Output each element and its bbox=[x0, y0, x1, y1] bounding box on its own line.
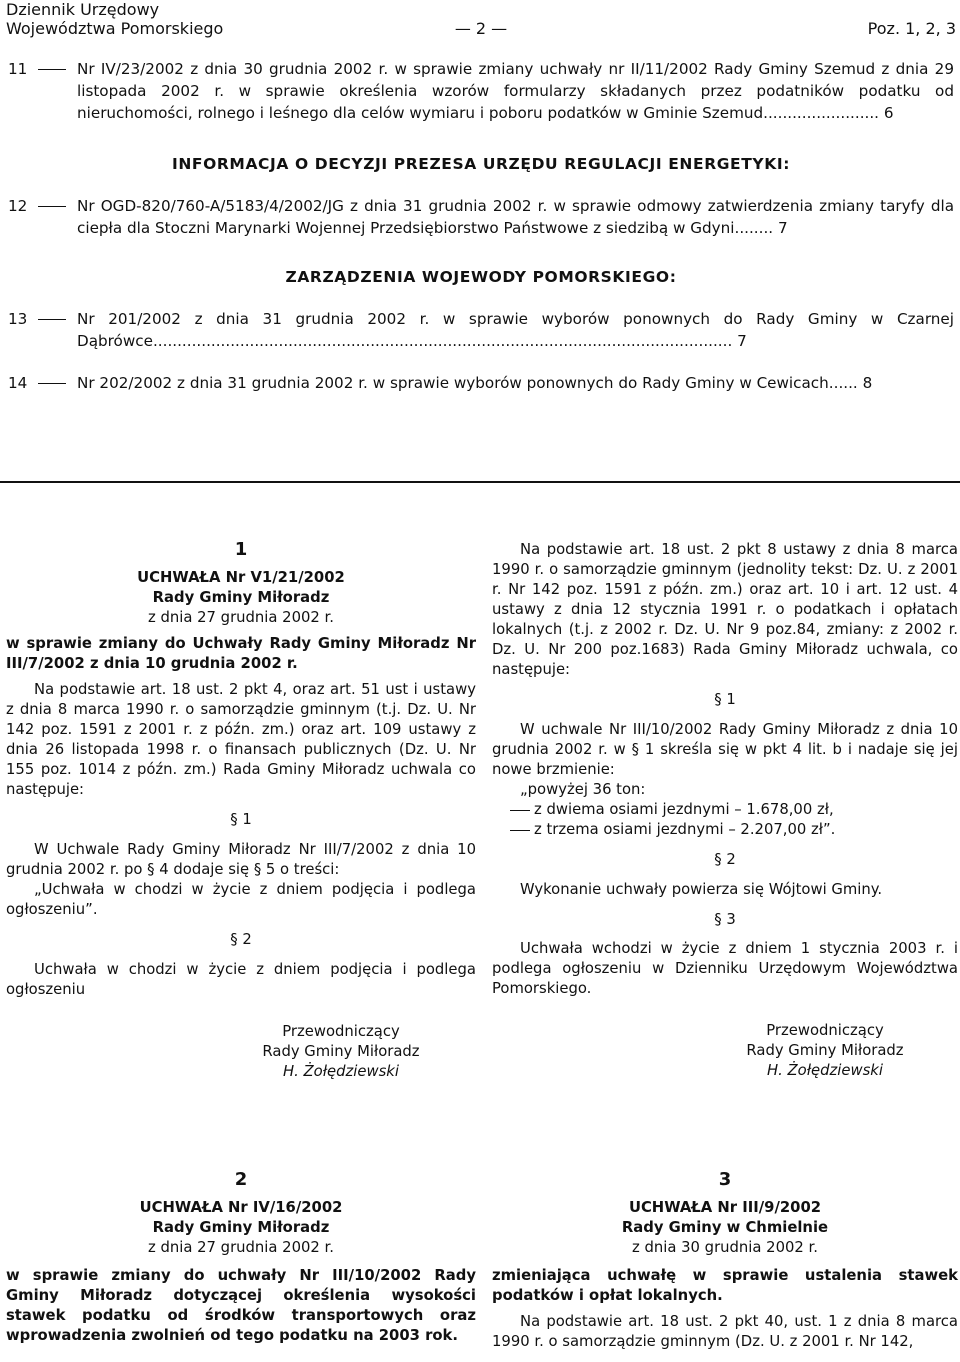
page-number: — 2 — bbox=[454, 19, 508, 38]
section-1-label: § 1 bbox=[230, 810, 252, 828]
section-1-quote: „powyżej 36 ton: bbox=[520, 780, 646, 798]
signature-council: Rady Gminy Miłoradz bbox=[262, 1042, 420, 1060]
signature-council: Rady Gminy Miłoradz bbox=[746, 1042, 904, 1060]
act-preamble: Na podstawie art. 18 ust. 2 pkt 8 ustawy z dnia 8 marca 1990 r. o samorządzie gminnym (jednolity tekst: Dz. U. z 2001 r. Nr 142 poz. 1591 z późn. zm.) oraz art. 10 i art. 12 ust. 4 ustawy z dnia 12 stycznia 1991 r. o podatkach i opłatach lokalnych (t.j. z 2002 r. Dz. U. Nr 9 poz.84, zmiany: z 2002 r. Dz. U. Nr 200 poz.1683) Rada Gminy Miłoradz uchwala, co następuje: bbox=[492, 541, 958, 678]
toc-dash bbox=[38, 383, 66, 384]
act-subject: w sprawie zmiany do uchwały Nr III/10/2002 Rady Gminy Miłoradz dotyczącej określenia wysokości stawek podatku od środków transportowych oraz wprowadzenia zwolnień od tego podatku na 2003 rok. bbox=[6, 1267, 476, 1345]
act-1-right-column bbox=[492, 540, 958, 1081]
item-dash bbox=[510, 810, 530, 820]
section-2-label: § 2 bbox=[714, 850, 736, 868]
signature-name: H. Żołędziewski bbox=[283, 1062, 399, 1080]
table-of-contents bbox=[8, 58, 954, 394]
toc-heading-energy: INFORMACJA O DECYZJI PREZESA URZĘDU REGULACJI ENERGETYKI: bbox=[171, 155, 791, 173]
section-1-text: W uchwale Nr III/10/2002 Rady Gminy Miłoradz z dnia 10 grudnia 2002 r. w § 1 skreśla się w pkt 4 lit. b i nadaje się jej nowe brzmienie: bbox=[492, 720, 958, 778]
act-subject: w sprawie zmiany do Uchwały Rady Gminy Miłoradz Nr III/7/2002 z dnia 10 grudnia 2002 r. bbox=[6, 635, 476, 673]
section-divider bbox=[0, 481, 960, 483]
toc-dash bbox=[38, 319, 66, 320]
toc-entry-text bbox=[77, 58, 954, 124]
toc-dash bbox=[38, 69, 66, 70]
act-number: 2 bbox=[234, 1169, 248, 1190]
act-title: UCHWAŁA Nr III/9/2002 bbox=[628, 1199, 822, 1217]
toc-entry-page: ........ 7 bbox=[734, 218, 788, 237]
section-2-label: § 2 bbox=[230, 930, 252, 948]
section-2-text: Wykonanie uchwały powierza się Wójtowi Gminy. bbox=[520, 880, 883, 898]
section-3-text: Uchwała wchodzi w życie z dniem 1 stycznia 2003 r. i podlega ogłoszeniu w Dzienniku Urzędowym Województwa Pomorskiego. bbox=[492, 940, 958, 998]
position-label: Poz. 1, 2, 3 bbox=[867, 19, 956, 38]
toc-entry-11 bbox=[8, 58, 954, 124]
item-text: z dwiema osiami jezdnymi – 1.678,00 zł, bbox=[534, 800, 834, 818]
publication-subtitle: Województwa Pomorskiego bbox=[6, 19, 224, 38]
toc-entry-number: 13 bbox=[8, 309, 28, 328]
act-date: z dnia 30 grudnia 2002 r. bbox=[632, 1239, 818, 1257]
publication-title: Dziennik Urzędowy bbox=[6, 0, 160, 19]
act-date: z dnia 27 grudnia 2002 r. bbox=[148, 609, 334, 627]
toc-entry-title: Nr 202/2002 z dnia 31 grudnia 2002 r. w sprawie wyborów ponownych do Rady Gminy w Cewicach bbox=[77, 373, 829, 392]
section-2-text: Uchwała w chodzi w życie z dniem podjęcia i podlega ogłoszeniu bbox=[6, 960, 476, 998]
toc-dash bbox=[38, 206, 66, 207]
act-2 bbox=[6, 1168, 476, 1346]
act-council: Rady Gminy Miłoradz bbox=[152, 589, 330, 607]
toc-entry-title: Nr 201/2002 z dnia 31 grudnia 2002 r. w sprawie wyborów ponownych do Rady Gminy w Czarnej Dąbrówce bbox=[77, 309, 954, 350]
item-text: z trzema osiami jezdnymi – 2.207,00 zł”. bbox=[534, 820, 836, 838]
toc-heading-voivode: ZARZĄDZENIA WOJEWODY POMORSKIEGO: bbox=[285, 267, 677, 286]
act-title: UCHWAŁA Nr IV/16/2002 bbox=[139, 1199, 343, 1217]
act-number: 1 bbox=[234, 539, 248, 560]
toc-entry-number: 11 bbox=[8, 60, 28, 78]
item-dash bbox=[510, 830, 530, 840]
act-1-left-column bbox=[6, 538, 476, 1082]
act-date: z dnia 27 grudnia 2002 r. bbox=[148, 1239, 334, 1257]
section-1-item bbox=[492, 800, 958, 820]
toc-entry-text bbox=[77, 372, 954, 394]
signature-name: H. Żołędziewski bbox=[767, 1062, 883, 1080]
toc-entry-14 bbox=[8, 372, 954, 394]
toc-entry-title: Nr OGD-820/760-A/5183/4/2002/JG z dnia 31 grudnia 2002 r. w sprawie odmowy zatwierdzenia zmiany taryfy dla ciepła dla Stoczni Marynarki Wojennej Przedsiębiorstwo Państwowe z siedzibą w Gdyni bbox=[77, 196, 954, 237]
toc-entry-number: 12 bbox=[8, 196, 28, 215]
section-1-label: § 1 bbox=[714, 690, 736, 708]
act-number: 3 bbox=[718, 1169, 732, 1190]
toc-entry-13 bbox=[8, 308, 954, 352]
page-header bbox=[6, 0, 956, 42]
toc-entry-page: ........................................................................................................................ 7 bbox=[152, 331, 747, 350]
act-title: UCHWAŁA Nr V1/21/2002 bbox=[137, 569, 345, 587]
act-3 bbox=[492, 1168, 958, 1352]
toc-entry-page: ...... 8 bbox=[828, 373, 873, 392]
act-preamble: Na podstawie art. 18 ust. 2 pkt 40, ust. 1 z dnia 8 marca 1990 r. o samorządzie gminnym (Dz. U. z 2001 r. Nr 142, bbox=[492, 1313, 958, 1351]
section-3-label: § 3 bbox=[714, 910, 736, 928]
toc-entry-page: ........................ 6 bbox=[763, 104, 894, 122]
toc-entry-text bbox=[77, 308, 954, 352]
toc-entry-12 bbox=[8, 195, 954, 239]
section-1-text: W Uchwale Rady Gminy Miłoradz Nr III/7/2002 z dnia 10 grudnia 2002 r. po § 4 dodaje się § 5 o treści: bbox=[6, 840, 476, 878]
act-council: Rady Gminy Miłoradz bbox=[152, 1219, 330, 1237]
toc-entry-text bbox=[77, 195, 954, 239]
section-1-item bbox=[492, 820, 958, 840]
toc-entry-title: Nr IV/23/2002 z dnia 30 grudnia 2002 r. w sprawie zmiany uchwały nr II/11/2002 Rady Gminy Szemud z dnia 29 listopada 2002 r. w sprawie określenia wzorów formularzy składanych przez podatników podatku od nieruchomości, rolnego i leśnego dla celów wymiaru i poboru podatków w Gminie Szemud bbox=[77, 60, 954, 122]
act-council: Rady Gminy w Chmielnie bbox=[621, 1219, 829, 1237]
act-subject: zmieniająca uchwałę w sprawie ustalenia stawek podatków i opłat lokalnych. bbox=[492, 1267, 958, 1305]
act-preamble: Na podstawie art. 18 ust. 2 pkt 4, oraz art. 51 ust i ustawy z dnia 8 marca 1990 r. o samorządzie gminnym (t.j. Dz. U. Nr 142 poz. 1591 z 2001 r. z późn. zm.) oraz art. 109 ustawy z dnia 26 listopada 1998 r. o finansach publicznych (Dz. U. Nr 155 poz. 1014 z późn. zm.) Rada Gminy Miłoradz uchwala co następuje: bbox=[6, 681, 476, 798]
signature-role: Przewodniczący bbox=[766, 1022, 884, 1040]
signature-role: Przewodniczący bbox=[282, 1022, 400, 1040]
section-1-quote: „Uchwała w chodzi w życie z dniem podjęcia i podlega ogłoszeniu”. bbox=[6, 880, 476, 918]
toc-entry-number: 14 bbox=[8, 373, 28, 392]
